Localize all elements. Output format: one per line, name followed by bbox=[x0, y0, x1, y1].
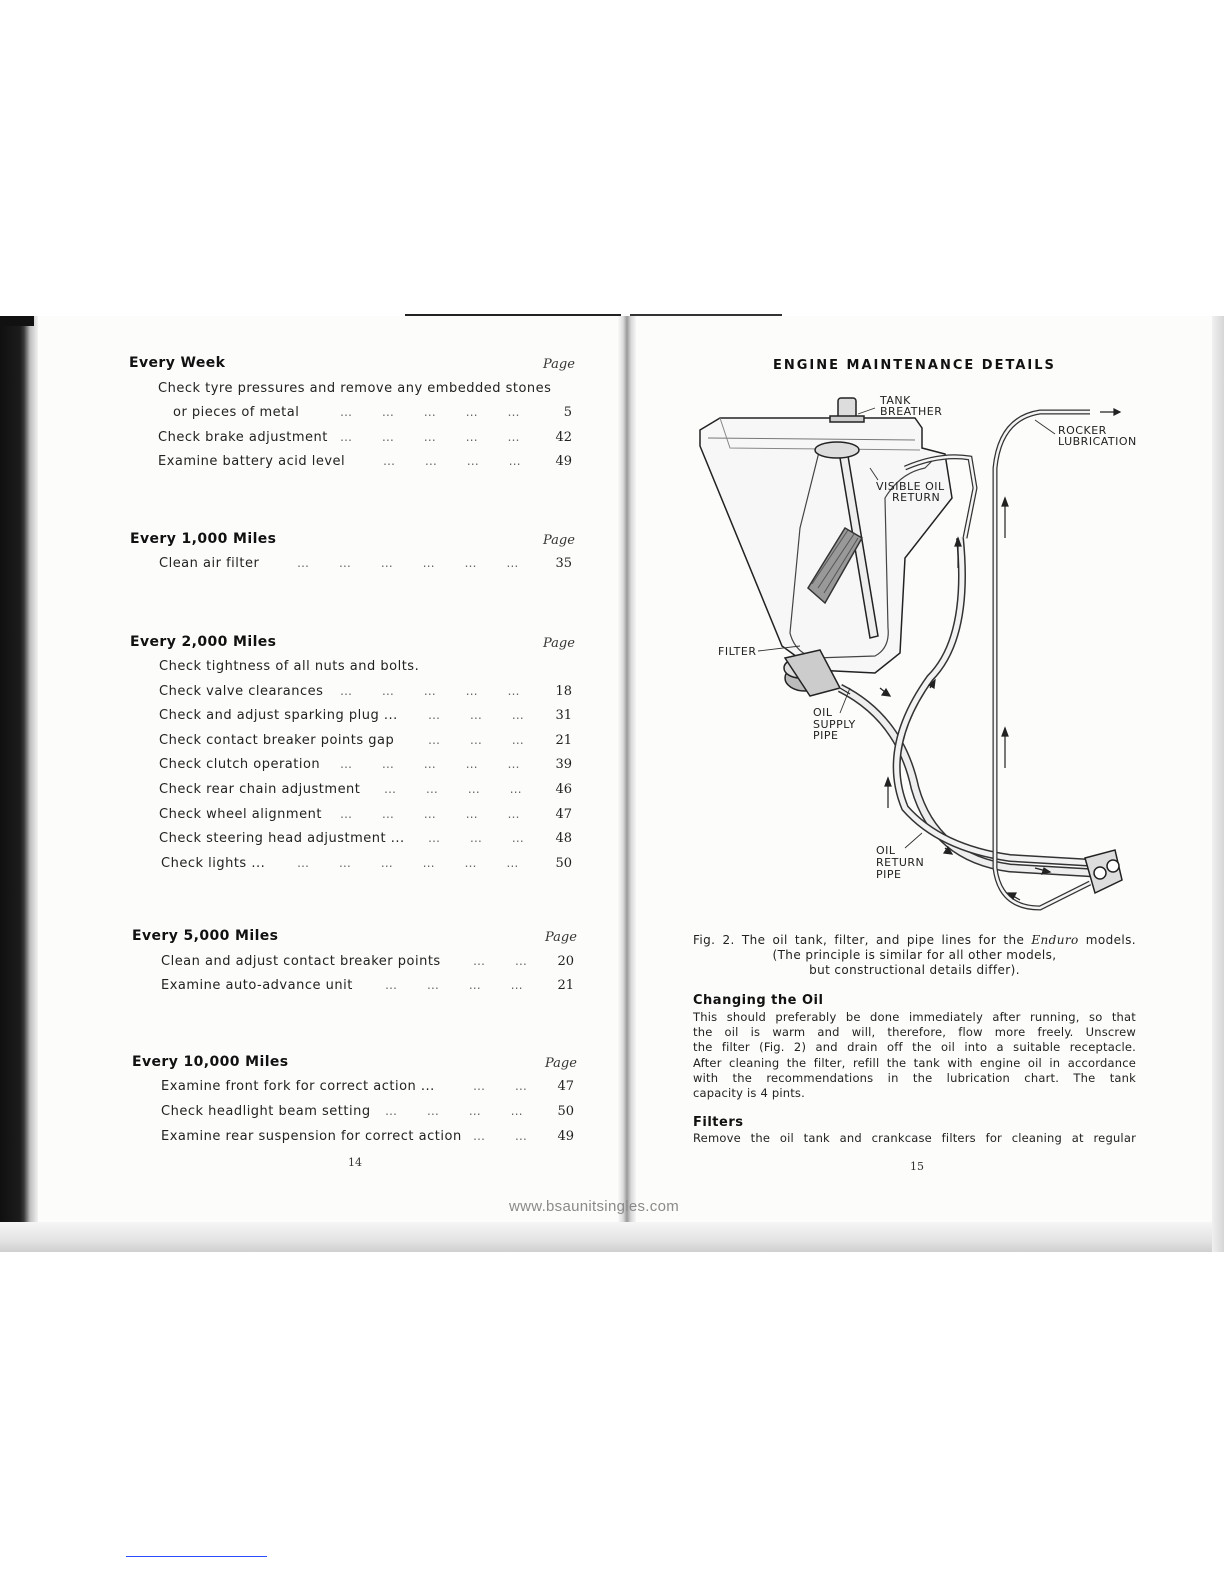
page-column-label: Page bbox=[543, 357, 575, 372]
label-visible-oil: VISIBLE OIL bbox=[876, 480, 945, 493]
bottom-page-edge bbox=[0, 1222, 1224, 1252]
dot-leader: … … … … … bbox=[340, 430, 521, 444]
dot-leader: … … bbox=[473, 954, 528, 968]
label-lubrication: LUBRICATION bbox=[1058, 435, 1137, 448]
page-number: 31 bbox=[555, 708, 572, 723]
oil-tank-illustration bbox=[700, 398, 1122, 908]
list-item: Check tyre pressures and remove any embedded stones bbox=[158, 381, 552, 396]
list-item: Examine auto-advance unit bbox=[161, 978, 353, 993]
section-title-every-1000-miles: Every 1,000 Miles bbox=[130, 531, 277, 547]
dot-leader: … … … … bbox=[383, 454, 522, 468]
page-title: ENGINE MAINTENANCE DETAILS bbox=[773, 358, 1056, 373]
page-column-label: Page bbox=[543, 636, 575, 651]
label-pipe: PIPE bbox=[813, 729, 839, 742]
right-page-edge bbox=[1212, 316, 1224, 1252]
list-item: Check and adjust sparking plug ... bbox=[159, 708, 398, 723]
label-breather: BREATHER bbox=[880, 405, 943, 418]
page-number: 42 bbox=[555, 430, 572, 445]
left-book-edge-top bbox=[0, 316, 34, 326]
page-number: 46 bbox=[555, 782, 572, 797]
watermark: www.bsaunitsingles.com bbox=[509, 1198, 680, 1215]
dot-leader: … … … bbox=[428, 831, 525, 845]
page-number: 47 bbox=[557, 1079, 574, 1094]
left-book-edge bbox=[0, 316, 38, 1226]
folio-left: 14 bbox=[348, 1156, 362, 1169]
label-filter: FILTER bbox=[718, 645, 757, 658]
list-item: Examine rear suspension for correct action bbox=[161, 1129, 462, 1144]
list-item: Examine battery acid level bbox=[158, 454, 346, 469]
top-page-edge-left bbox=[405, 314, 621, 316]
dot-leader: … … … … bbox=[385, 1104, 524, 1118]
dot-leader: … … bbox=[473, 1129, 528, 1143]
dot-leader: … … … bbox=[428, 708, 525, 722]
list-item: Check tightness of all nuts and bolts. bbox=[159, 659, 420, 674]
section-title-every-2000-miles: Every 2,000 Miles bbox=[130, 634, 277, 650]
caption-line-1: Fig. 2. The oil tank, filter, and pipe lines for the Enduro models. bbox=[693, 933, 1136, 947]
list-item: Check clutch operation bbox=[159, 757, 321, 772]
list-item: Check steering head adjustment ... bbox=[159, 831, 405, 846]
dot-leader: … … … … bbox=[385, 978, 524, 992]
section-title-every-5000-miles: Every 5,000 Miles bbox=[132, 928, 279, 944]
dot-leader: … … … … … bbox=[340, 807, 521, 821]
label-oil: OIL bbox=[876, 844, 896, 857]
section-heading-changing-oil: Changing the Oil bbox=[693, 993, 824, 1008]
page-number: 21 bbox=[557, 978, 574, 993]
label-supply: SUPPLY bbox=[813, 718, 856, 731]
page-number: 49 bbox=[557, 1129, 574, 1144]
dot-leader: … … … … … … bbox=[297, 856, 520, 870]
page-number: 50 bbox=[557, 1104, 574, 1119]
dot-leader: … … … bbox=[428, 733, 525, 747]
list-item: Check headlight beam setting bbox=[161, 1104, 371, 1119]
page-number: 49 bbox=[555, 454, 572, 469]
list-item: Examine front fork for correct action ... bbox=[161, 1079, 435, 1094]
page-column-label: Page bbox=[545, 1056, 577, 1071]
dot-leader: … … … … … bbox=[340, 405, 521, 419]
caption-line-2: (The principle is similar for all other models, bbox=[772, 948, 1057, 962]
oil-tank-diagram bbox=[690, 388, 1150, 928]
section-title-every-week: Every Week bbox=[129, 355, 226, 371]
caption-line-3: but constructional details differ). bbox=[809, 963, 1020, 977]
page-number: 50 bbox=[555, 856, 572, 871]
list-item: Check valve clearances bbox=[159, 684, 324, 699]
page-number: 18 bbox=[555, 684, 572, 699]
changing-oil-paragraph: This should preferably be done immediately after running, so that the oil is warm and will, therefore, flow more freely. Unscrew the filter (Fig. 2) and drain off the oil into a suitable receptacle. After cleaning the filter, refill the tank with engine oil in accordance with the recommendations in the lubrication chart. The tank capacity is 4 pints. bbox=[693, 1010, 1136, 1101]
section-title-every-10000-miles: Every 10,000 Miles bbox=[132, 1054, 289, 1070]
dot-leader: … … … … bbox=[384, 782, 523, 796]
dot-leader: … … bbox=[473, 1079, 528, 1093]
page-number: 20 bbox=[557, 954, 574, 969]
filters-paragraph: Remove the oil tank and crankcase filters for cleaning at regular bbox=[693, 1131, 1136, 1145]
dot-leader: … … … … … … bbox=[297, 556, 520, 570]
label-return: RETURN bbox=[892, 491, 941, 504]
list-item: Check lights ... bbox=[161, 856, 266, 871]
list-item: Check contact breaker points gap bbox=[159, 733, 395, 748]
page-number: 5 bbox=[563, 405, 572, 420]
list-item: Clean air filter bbox=[159, 556, 260, 571]
dot-leader: … … … … … bbox=[340, 757, 521, 771]
figure-caption bbox=[693, 933, 1136, 978]
center-fold bbox=[618, 316, 636, 1252]
list-item: Clean and adjust contact breaker points bbox=[161, 954, 441, 969]
list-item: or pieces of metal bbox=[173, 405, 300, 420]
page-number: 47 bbox=[555, 807, 572, 822]
label-tank: TANK bbox=[880, 394, 911, 407]
page-column-label: Page bbox=[543, 533, 575, 548]
page-number: 21 bbox=[555, 733, 572, 748]
list-item: Check rear chain adjustment bbox=[159, 782, 361, 797]
dot-leader: … … … … … bbox=[340, 684, 521, 698]
page-number: 35 bbox=[555, 556, 572, 571]
page-number: 48 bbox=[555, 831, 572, 846]
label-oil: OIL bbox=[813, 706, 833, 719]
label-pipe: PIPE bbox=[876, 868, 902, 881]
list-item: Check brake adjustment bbox=[158, 430, 328, 445]
page-column-label: Page bbox=[545, 930, 577, 945]
label-rocker: ROCKER bbox=[1058, 424, 1107, 437]
page-number: 39 bbox=[555, 757, 572, 772]
folio-right: 15 bbox=[910, 1160, 924, 1173]
section-heading-filters: Filters bbox=[693, 1115, 744, 1130]
list-item: Check wheel alignment bbox=[159, 807, 322, 822]
top-page-edge-right bbox=[630, 314, 782, 316]
blue-underline bbox=[126, 1556, 267, 1557]
label-return: RETURN bbox=[876, 856, 925, 869]
